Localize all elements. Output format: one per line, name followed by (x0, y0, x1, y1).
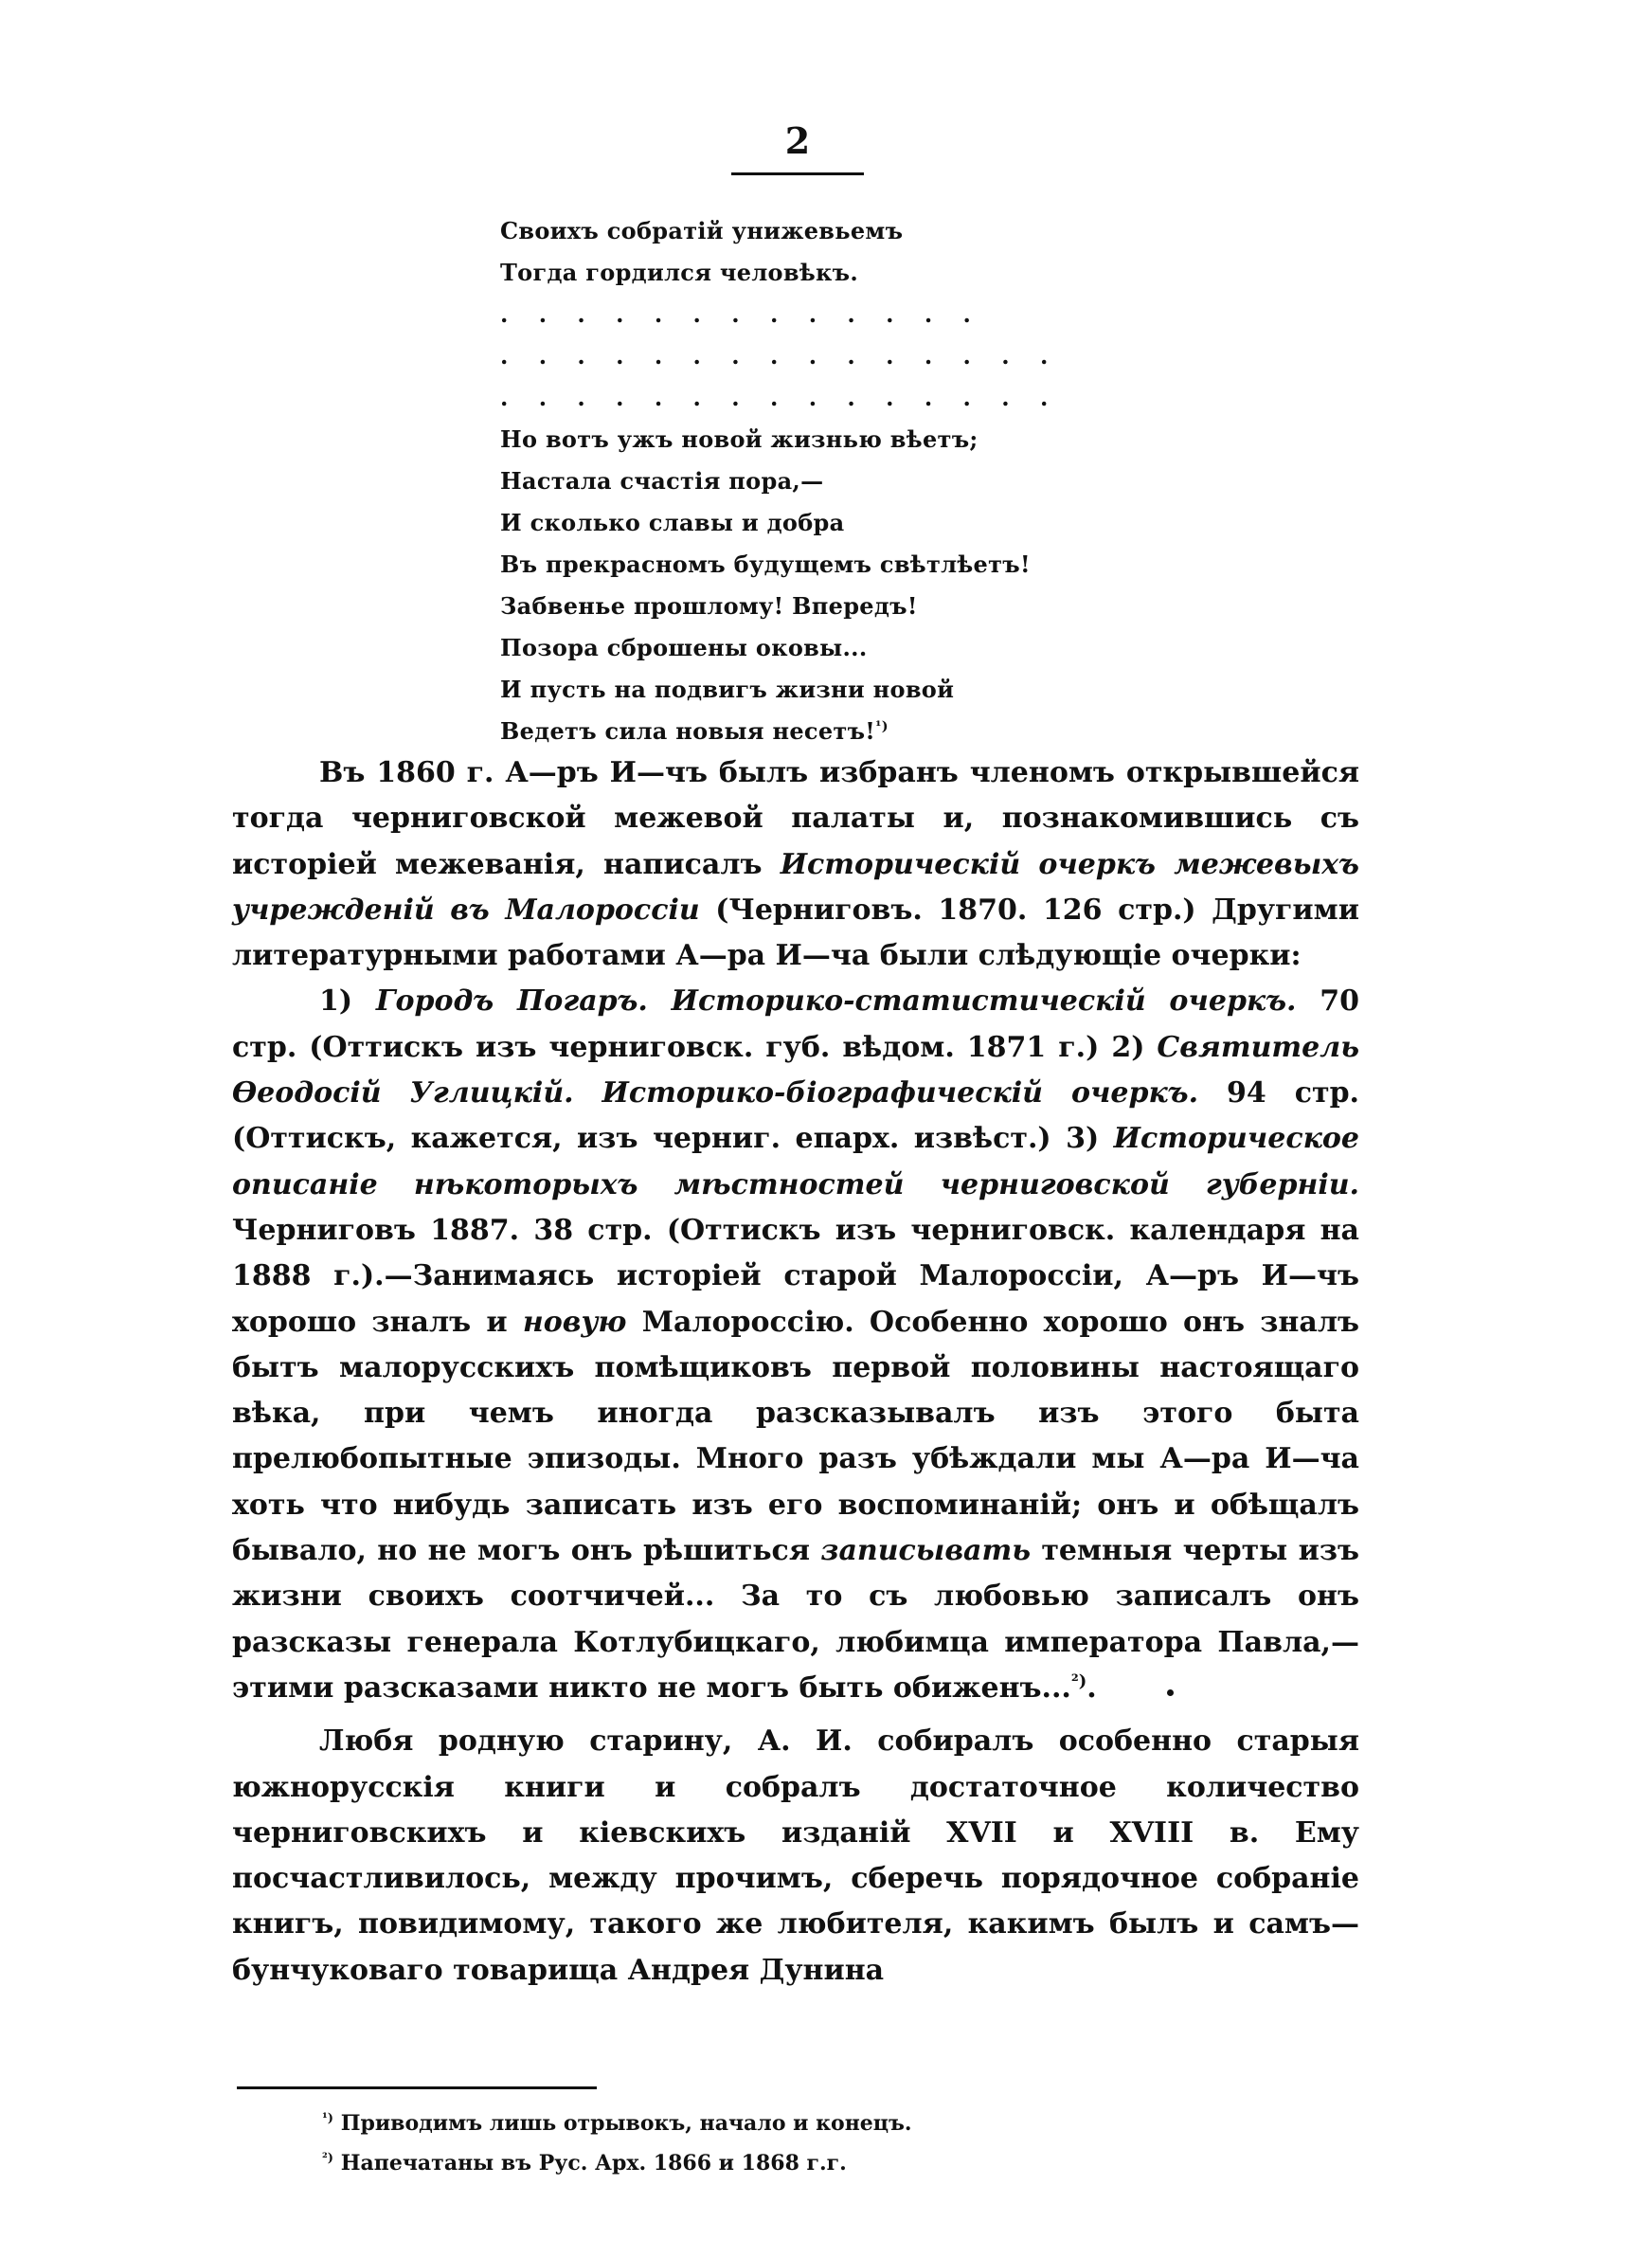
body-text (232, 750, 1359, 1994)
poem-line: Забвенье прошлому! Впередъ! (500, 592, 918, 620)
text-run: 94 стр. (Оттискъ, кажется, изъ черниг. епарх. извѣст.) 3) (232, 1076, 1359, 1156)
work-title: Историческое описаніе нѣкоторыхъ мѣстностей черниговской губерніи. (232, 1122, 1359, 1201)
paragraph-books: Любя родную старину, А. И. собиралъ особенно старыя южнорусскія книги и собралъ достаточное количество черниговскихъ и кіевскихъ изданій XVII и XVIII в. Ему посчастливилось, между прочимъ, сберечь порядочное собраніе книгъ, повидимому, такого же любителя, какимъ былъ и самъ—бунчуковаго товарища Андрея Дунина (232, 1724, 1359, 1987)
poem-line: Тогда гордился человѣкъ. (500, 259, 859, 286)
poem-line: И сколько славы и добра (500, 509, 845, 536)
text-run: (Черниговъ. 1870. 126 стр.) Другими литературными работами А—ра И—ча были слѣдующіе очерки: (232, 893, 1359, 973)
text-run: Малороссію. Особенно хорошо онъ зналъ бытъ малорусскихъ помѣщиковъ первой половины настоящаго вѣка, при чемъ иногда разсказывалъ изъ этого быта прелюбопытные эпизоды. Много разъ убѣждали мы А—ра И—ча хоть что нибудь записать изъ его воспоминаній; онъ и обѣщалъ бывало, но не могъ онъ рѣшиться (232, 1305, 1359, 1568)
footnote-mark: ¹) (322, 2111, 334, 2126)
stray-ink-dot (1167, 1689, 1174, 1696)
footnote-2 (322, 2143, 1175, 2183)
poem-excerpt (500, 210, 1060, 752)
text-run: Черниговъ 1887. 38 стр. (Оттискъ изъ черниговск. календаря на 1888 г.).—Занимаясь исторіей старой Малороссіи, А—ръ И—чъ хорошо зналъ и (232, 1213, 1359, 1339)
poem-line: Своихъ собратій унижевьемъ (500, 217, 904, 244)
text-run: Въ 1860 г. А—ръ И—чъ былъ избранъ членомъ открывшейся тогда черниговской межевой палаты и, познакомившись съ исторіей межеванія, написалъ (232, 756, 1359, 881)
footnote-text: Напечатаны въ Рус. Арх. 1866 и 1868 г.г. (340, 2151, 847, 2176)
page-number: 2 (784, 119, 811, 162)
poem-line: Но вотъ ужъ новой жизнью вѣетъ; (500, 425, 979, 453)
poem-line-text: Ведетъ сила новыя несетъ! (500, 717, 876, 745)
emphasis: записывать (820, 1534, 1031, 1568)
footnote-ref-1: ¹) (875, 718, 889, 734)
footnotes (322, 2104, 1175, 2183)
footnote-rule (237, 2086, 597, 2089)
poem-ellipsis-row: . . . . . . . . . . . . . . . (500, 342, 1060, 370)
footnote-text: Приводимъ лишь отрывокъ, начало и конецъ. (340, 2111, 912, 2136)
paragraph-surveying (232, 750, 1359, 979)
text-run: . (1086, 1670, 1097, 1705)
footnote-ref-2: ²) (1070, 1670, 1087, 1691)
footnote-mark: ²) (322, 2151, 334, 2166)
text-run: 70 стр. (Оттискъ изъ черниговск. губ. вѣдом. 1871 г.) 2) (232, 984, 1359, 1064)
paragraph-works (232, 979, 1359, 1711)
poem-ellipsis-row: . . . . . . . . . . . . . (500, 300, 982, 328)
page-number-rule (731, 172, 864, 175)
emphasis: новую (522, 1305, 627, 1339)
poem-line: Настала счастія пора,— (500, 467, 824, 495)
poem-ellipsis-row: . . . . . . . . . . . . . . . (500, 384, 1060, 411)
poem-last-line (500, 711, 1031, 752)
work-title: Городъ Погаръ. Историко-статистическій очеркъ. (375, 984, 1297, 1019)
work-title: Святитель Ѳеодосій Углицкій. Историко-біографическій очеркъ. (232, 1030, 1359, 1110)
text-run: 1) (319, 984, 376, 1019)
poem-line: Въ прекрасномъ будущемъ свѣтлѣетъ! (500, 551, 1031, 578)
poem-line: И пусть на подвигъ жизни новой (500, 676, 955, 703)
footnote-1 (322, 2104, 1175, 2143)
poem-line: Позора сброшены оковы... (500, 634, 868, 661)
text-run: темныя черты изъ жизни своихъ соотчичей... За то съ любовью записалъ онъ разсказы генерала Котлубицкаго, любимца императора Павла,—этими разсказами никто не могъ быть обиженъ... (232, 1534, 1359, 1705)
work-title: Историческій очеркъ межевыхъ учрежденій въ Малороссіи (232, 847, 1359, 927)
